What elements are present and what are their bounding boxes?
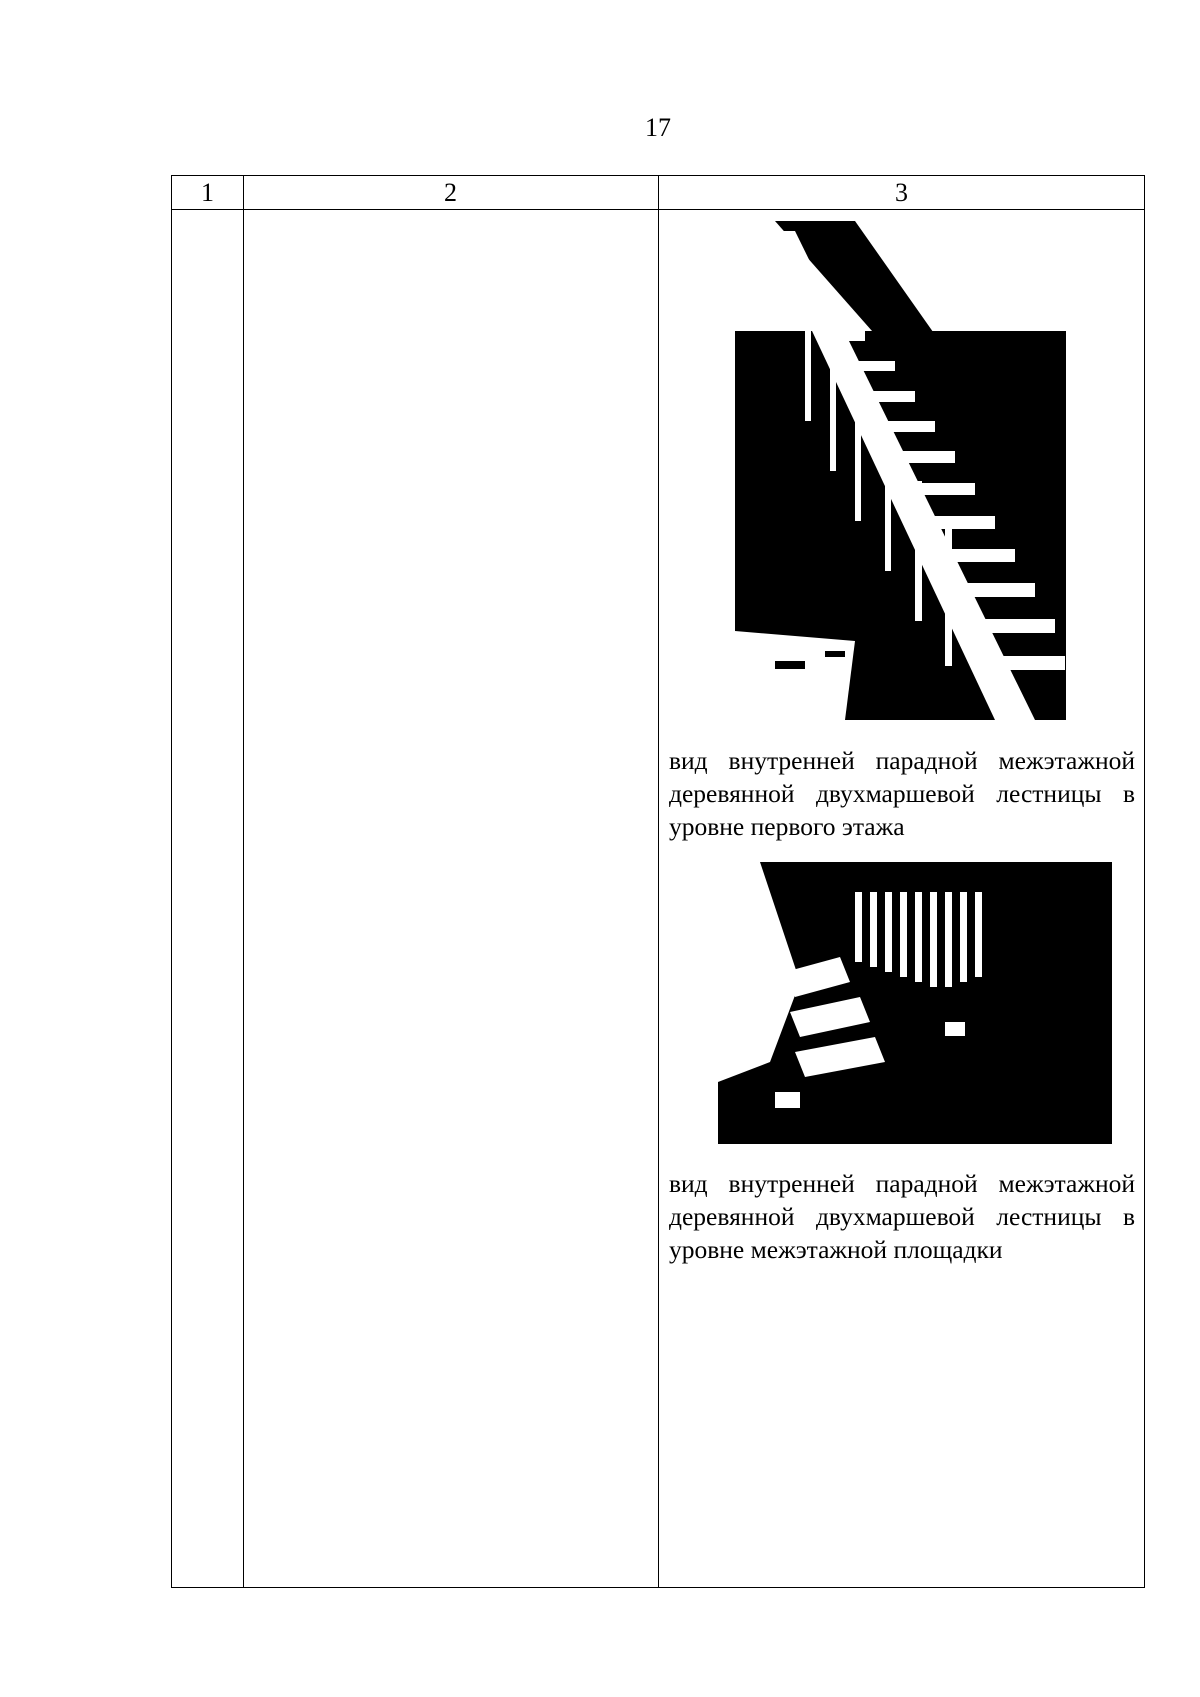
column-divider-2	[658, 176, 659, 1587]
header-divider	[172, 209, 1144, 210]
header-col-3: 3	[895, 177, 908, 207]
photo-2-caption: вид внутренней парадной межэтажной деревянной двухмаршевой лестницы в уровне межэтажной площадки	[669, 1169, 1135, 1264]
column-divider-1	[243, 176, 244, 1587]
page-number: 17	[645, 113, 671, 142]
document-table	[171, 175, 1145, 1588]
staircase-landing-photo	[690, 862, 1112, 1144]
staircase-first-floor-photo	[735, 221, 1066, 720]
photo-1-caption: вид внутренней парадной межэтажной деревянной двухмаршевой лестницы в уровне первого этажа	[669, 746, 1135, 841]
header-col-2: 2	[444, 177, 457, 207]
header-col-1: 1	[201, 177, 214, 207]
